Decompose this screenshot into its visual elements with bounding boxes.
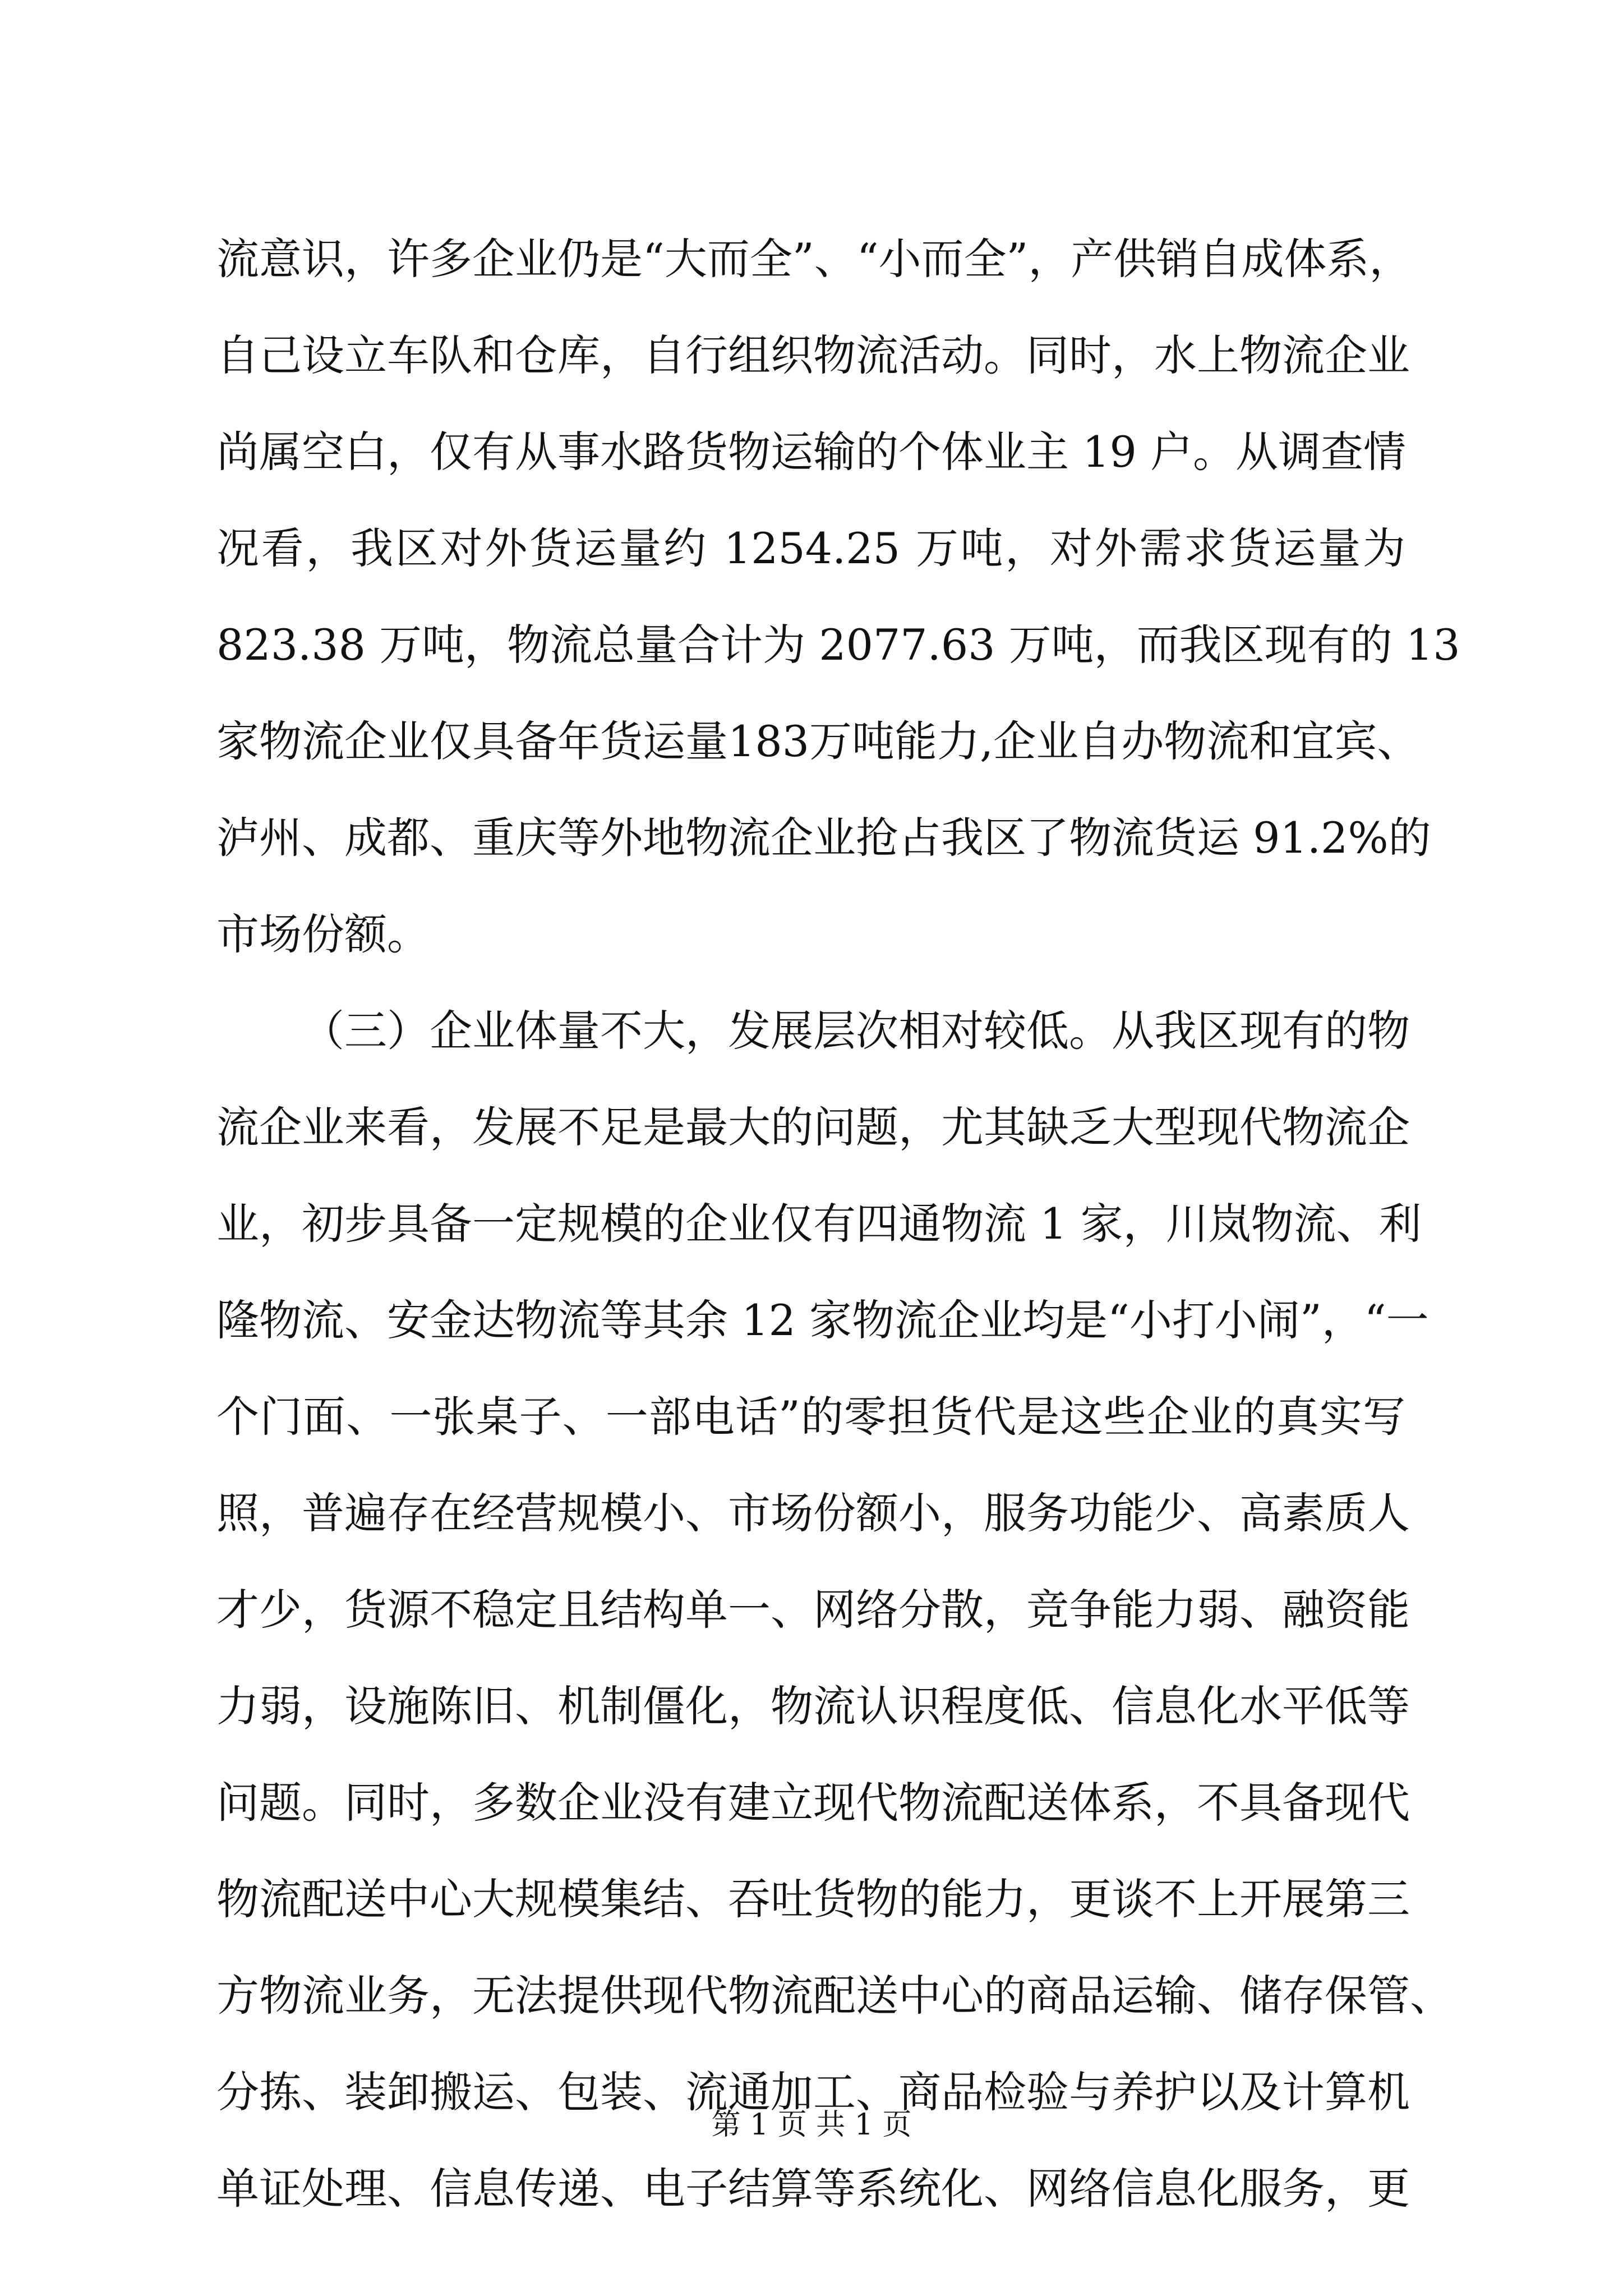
text-line: 业，初步具备一定规模的企业仅有四通物流 1 家，川岚物流、利 [216, 1199, 1422, 1249]
text-line: 物流配送中心大规模集结、吞吐货物的能力，更谈不上开展第三 [216, 1874, 1410, 1924]
text-line: 自己设立车队和仓库，自行组织物流活动。同时，水上物流企业 [216, 330, 1410, 380]
text-line: 个门面、一张桌子、一部电话”的零担货代是这些企业的真实写 [216, 1392, 1405, 1442]
text-line: 问题。同时，多数企业没有建立现代物流配送体系，不具备现代 [216, 1778, 1410, 1828]
page-footer: 第 1 页 共 1 页 [711, 2108, 912, 2142]
paragraph [216, 983, 1453, 2237]
text-line: 流企业来看，发展不足是最大的问题，尤其缺乏大型现代物流企 [216, 1102, 1410, 1152]
text-line: 家物流企业仅具备年货运量183万吨能力,企业自办物流和宜宾、 [216, 716, 1420, 766]
text-line: 泸州、成都、重庆等外地物流企业抢占我区了物流货运 91.2%的 [216, 813, 1431, 863]
text-line: 方物流业务，无法提供现代物流配送中心的商品运输、储存保管、 [216, 1971, 1453, 2021]
text-line: 照，普遍存在经营规模小、市场份额小，服务功能少、高素质人 [216, 1488, 1410, 1538]
text-line: 单证处理、信息传递、电子结算等系统化、网络信息化服务，更 [216, 2164, 1410, 2214]
text-line: 分拣、装卸搬运、包装、流通加工、商品检验与养护以及计算机 [216, 2067, 1410, 2117]
text-line: 823.38 万吨，物流总量合计为 2077.63 万吨，而我区现有的 13 [216, 620, 1460, 670]
text-line: 力弱，设施陈旧、机制僵化，物流认识程度低、信息化水平低等 [216, 1681, 1410, 1731]
text-line: 尚属空白，仅有从事水路货物运输的个体业主 19 户。从调查情 [216, 427, 1407, 477]
text-line: 市场份额。 [216, 909, 430, 959]
text-line: 隆物流、安金达物流等其余 12 家物流企业均是“小打小闹”，“一 [216, 1295, 1429, 1345]
text-line: 况看，我区对外货运量约 1254.25 万吨，对外需求货运量为 [216, 523, 1405, 573]
text-line: 流意识，许多企业仍是“大而全”、“小而全”，产供销自成体系， [216, 234, 1412, 284]
paragraph [216, 211, 1460, 983]
document-body [216, 211, 1460, 2237]
text-line: 才少，货源不稳定且结构单一、网络分散，竞争能力弱、融资能 [216, 1585, 1410, 1635]
text-line-indented: （三）企业体量不大，发展层次相对较低。从我区现有的物 [302, 1006, 1410, 1056]
